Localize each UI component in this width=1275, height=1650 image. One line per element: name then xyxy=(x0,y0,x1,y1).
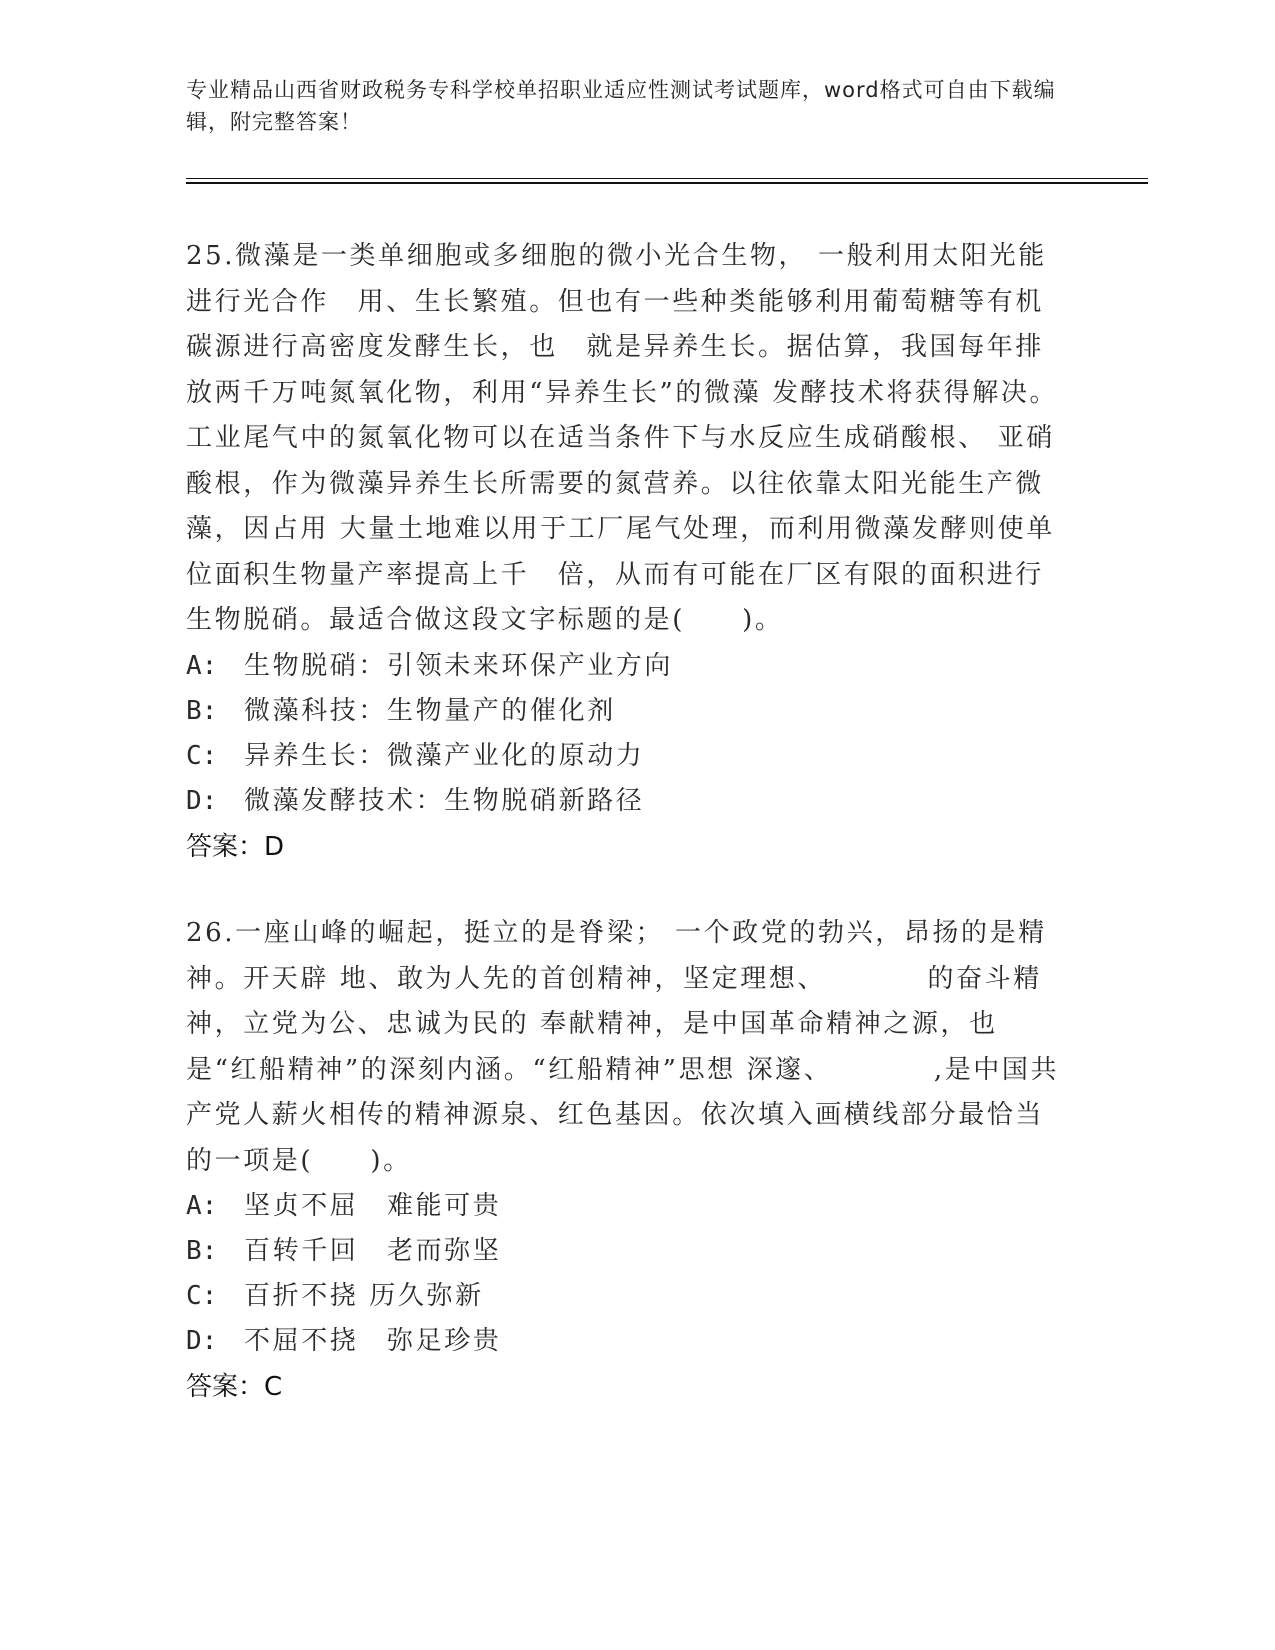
question-26 xyxy=(186,911,1066,1410)
option-text: 不屈不挠 弥足珍贵 xyxy=(244,1326,502,1356)
option-c xyxy=(186,1274,1066,1319)
option-a xyxy=(186,1184,1066,1229)
option-key: D: xyxy=(186,1326,218,1356)
answer-line: 答案：C xyxy=(186,1372,283,1402)
option-text: 异养生长：微藻产业化的原动力 xyxy=(244,740,645,771)
option-d xyxy=(186,1319,1066,1364)
option-b xyxy=(186,1229,1066,1274)
option-text: 百折不挠 历久弥新 xyxy=(244,1281,484,1311)
option-text: 微藻发酵技术：生物脱硝新路径 xyxy=(244,785,645,816)
option-key: A: xyxy=(186,1191,218,1221)
option-key: C: xyxy=(186,1281,218,1311)
option-c xyxy=(186,734,1066,779)
option-text: 生物脱硝：引领未来环保产业方向 xyxy=(244,650,674,681)
option-text: 百转千回 老而弥坚 xyxy=(244,1236,502,1266)
question-25 xyxy=(186,234,1066,870)
option-a xyxy=(186,644,1066,689)
option-text: 微藻科技：生物量产的催化剂 xyxy=(244,695,616,726)
option-key: D: xyxy=(186,785,218,816)
answer-line: 答案：D xyxy=(186,831,285,862)
option-key: A: xyxy=(186,650,218,681)
header-rule-thin xyxy=(186,178,1148,179)
option-b xyxy=(186,689,1066,734)
option-key: B: xyxy=(186,1236,218,1266)
option-text: 坚贞不屈 难能可贵 xyxy=(244,1191,502,1221)
option-d xyxy=(186,779,1066,824)
header-rule-thick xyxy=(186,182,1148,184)
page-header: 专业精品山西省财政税务专科学校单招职业适应性测试考试题库，word格式可自由下载编辑，附完整答案！ xyxy=(186,78,1056,134)
question-stem: 25.微藻是一类单细胞或多细胞的微小光合生物， 一般利用太阳光能进行光合作 用、生长繁殖。但也有一些种类能够利用葡萄糖等有机碳源进行高密度发酵生长，也 就是异养生长。据估算，我国每年排放两千万吨氮氧化物，利用“异养生长”的微藻 发酵技术将获得解决。工业尾气中的氮氧化物可以在适当条件下与水反应生成硝酸根、 亚硝酸根，作为微藻异养生长所需要的氮营养。以往依靠太阳光能生产微藻，因占用 大量土地难以用于工厂尾气处理，而利用微藻发酵则使单位面积生物量产率提高上千 倍，从而有可能在厂区有限的面积进行生物脱硝。最适合做这段文字标题的是( )。 xyxy=(186,241,1059,635)
option-key: B: xyxy=(186,695,218,726)
question-stem: 26.一座山峰的崛起，挺立的是脊梁； 一个政党的勃兴，昂扬的是精神。开天辟 地、敢为人先的首创精神，坚定理想、 的奋斗精神，立党为公、忠诚为民的 奉献精神，是中国革命精神之源，也是“红船精神”的深刻内涵。“红船精神”思想 深邃、 ,是中国共产党人薪火相传的精神源泉、红色基因。依次填入画横线部分最恰当的一项是( )。 xyxy=(186,918,1060,1176)
option-key: C: xyxy=(186,740,218,771)
